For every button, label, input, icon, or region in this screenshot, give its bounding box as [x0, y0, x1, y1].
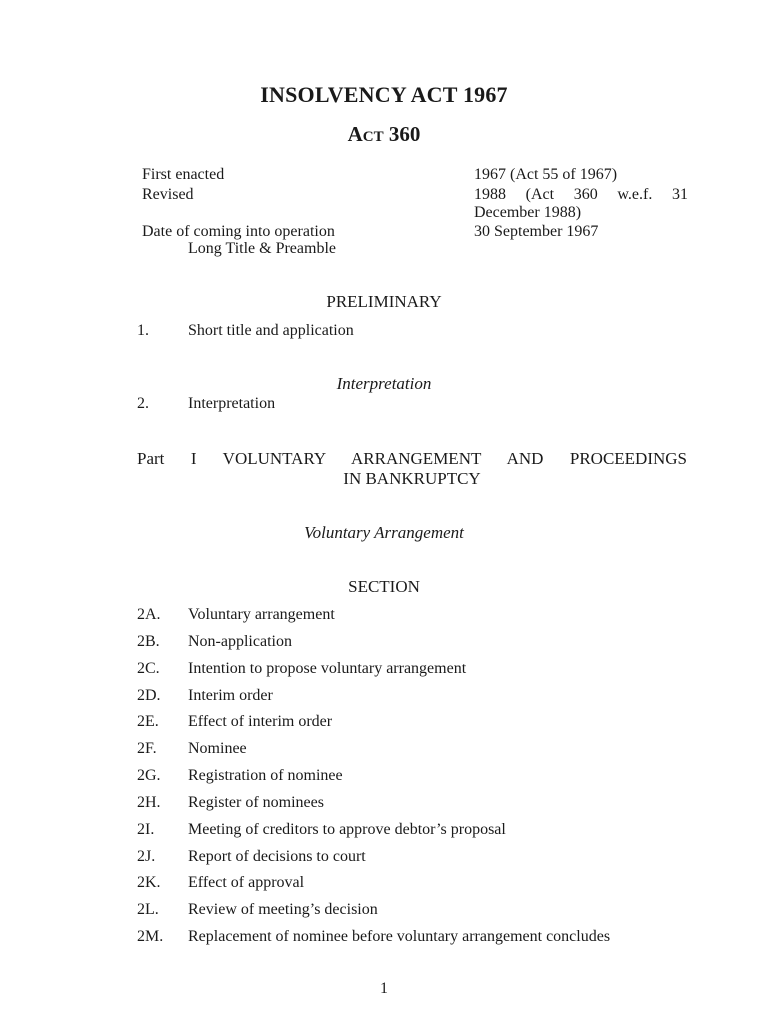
- act-title: INSOLVENCY ACT 1967: [260, 82, 508, 107]
- page-number: 1: [380, 980, 388, 997]
- entry-text: Voluntary arrangement: [188, 606, 335, 623]
- entry-number: 2D.: [137, 687, 161, 704]
- entry-number: 2L.: [137, 901, 159, 918]
- entry-text: Nominee: [188, 740, 247, 757]
- entry-text: Register of nominees: [188, 794, 324, 811]
- first-enacted-value: 1967 (Act 55 of 1967): [474, 166, 618, 183]
- entry-number: 2G.: [137, 767, 161, 784]
- section-heading: SECTION: [348, 577, 420, 596]
- part-heading: [137, 449, 687, 489]
- act-number-heading: [0, 122, 768, 147]
- part-heading-line2: IN BANKRUPTCY: [343, 469, 481, 488]
- operation-value: 30 September 1967: [474, 223, 599, 240]
- interpretation-heading: Interpretation: [336, 374, 432, 393]
- entry-text: Effect of interim order: [188, 713, 333, 730]
- revised-label: Revised: [142, 186, 194, 203]
- part-heading-line1: Part I VOLUNTARY ARRANGEMENT AND PROCEEDINGS: [137, 449, 687, 468]
- entry-number: 2M.: [137, 928, 164, 945]
- entry-text: Registration of nominee: [188, 767, 343, 784]
- act-prefix: Act: [347, 122, 384, 146]
- entry-number: 2.: [137, 395, 149, 412]
- entry-text: Non-application: [188, 633, 292, 650]
- act-number: 360: [388, 122, 421, 146]
- entry-text: Effect of approval: [188, 874, 305, 891]
- entry-number: 2H.: [137, 794, 161, 811]
- operation-label: Date of coming into operation: [142, 223, 335, 240]
- entry-text: Review of meeting’s decision: [188, 901, 378, 918]
- preliminary-heading: PRELIMINARY: [326, 292, 442, 311]
- entry-number: 1.: [137, 322, 149, 339]
- entry-text: Short title and application: [188, 322, 354, 339]
- long-title-preamble: Long Title & Preamble: [188, 240, 336, 257]
- entry-text: Interpretation: [188, 395, 276, 412]
- first-enacted-label: First enacted: [142, 166, 225, 183]
- entry-number: 2A.: [137, 606, 161, 623]
- entry-text: Interim order: [188, 687, 273, 704]
- entry-text: Intention to propose voluntary arrangement: [188, 660, 467, 677]
- entry-text: Report of decisions to court: [188, 848, 366, 865]
- entry-number: 2F.: [137, 740, 157, 757]
- entry-number: 2B.: [137, 633, 160, 650]
- entry-number: 2K.: [137, 874, 161, 891]
- entry-number: 2I.: [137, 821, 155, 838]
- revised-value: 1988 (Act 360 w.e.f. 31 December 1988): [474, 186, 688, 221]
- entry-number: 2C.: [137, 660, 160, 677]
- entry-text: Replacement of nominee before voluntary arrangement concludes: [188, 928, 611, 945]
- voluntary-arrangement-heading: Voluntary Arrangement: [304, 523, 464, 542]
- entry-number: 2E.: [137, 713, 159, 730]
- entry-text: Meeting of creditors to approve debtor’s proposal: [188, 821, 506, 838]
- entry-number: 2J.: [137, 848, 156, 865]
